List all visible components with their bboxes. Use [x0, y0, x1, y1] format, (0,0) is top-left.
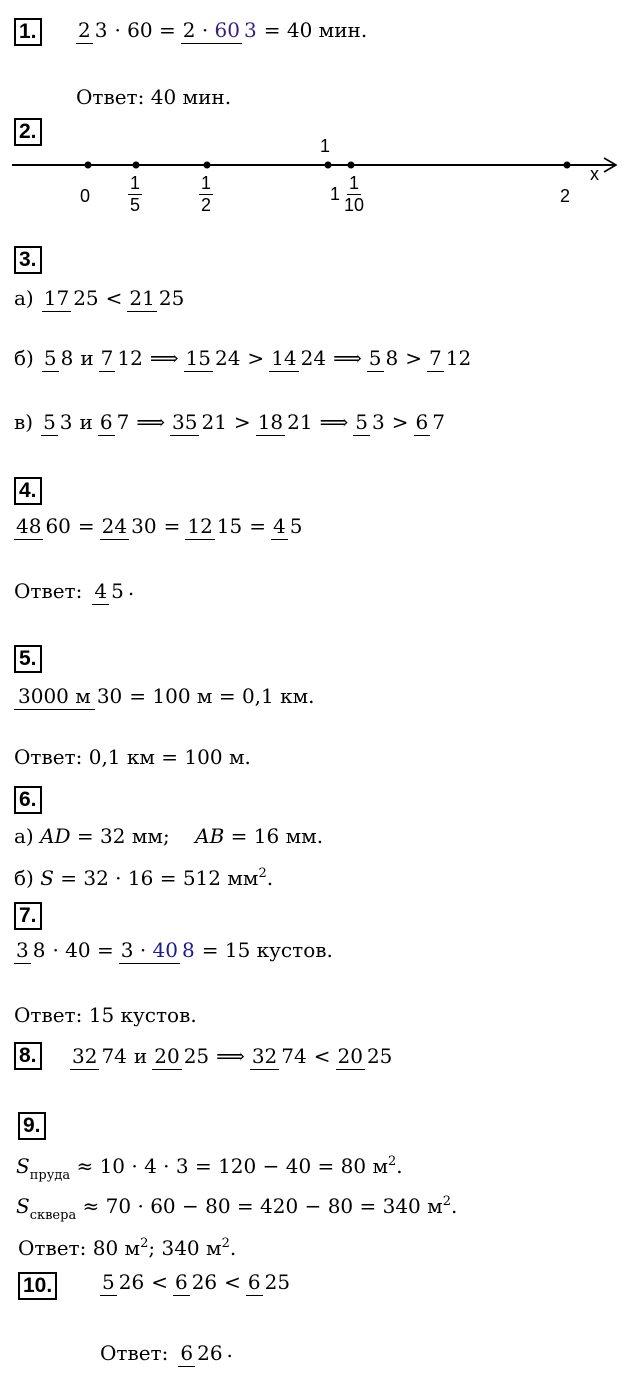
multiply-text: · 60 =	[114, 18, 176, 42]
number-line-label-above: 1	[320, 136, 331, 156]
problem-7-equation: 3 8 · 40 = 3 · 40 8 = 15 кустов.	[16, 937, 333, 962]
number-line-axis-label: x	[590, 164, 599, 184]
fraction: 2 3	[78, 17, 108, 42]
problem-9-line-2: $S_{сквера} \approx 70 \cdot 60 - 80 = 420 - 80 = 340$ $м^2$.	[16, 1194, 458, 1223]
problem-1-answer: Ответ: 40 мин.	[76, 85, 232, 109]
problem-4-answer: Ответ: 4 5 .	[14, 576, 135, 603]
number-line-point	[325, 162, 332, 169]
number-line-point	[133, 162, 140, 169]
tick-label-2: 2	[560, 186, 571, 206]
problem-9-line-1: $S_{пруда} \approx 10 \cdot 4 \cdot 3 = 120 - 40 = 80$ $м^2$.	[16, 1154, 403, 1183]
problem-6-a: а) AD = 32 мм; AB = 16 мм.	[14, 824, 324, 848]
problem-number-1: 1.	[14, 18, 42, 46]
problem-10-inequality: 5 26 < 6 26 < 6 25	[102, 1269, 291, 1294]
problem-8-equation: 32 74 и 20 25 ⟹ 32 74 < 20 25	[72, 1043, 393, 1068]
problem-number-7: 7.	[14, 902, 42, 930]
problem-3-b: б) 5 8 и 7 12 ⟹ 15 24 > 14 24 ⟹ 5 8 > 7 12	[14, 345, 472, 370]
fraction: 2 · 60 3	[182, 17, 257, 42]
tick-label-1-5: $\frac{1}{5}$	[130, 173, 141, 215]
tick-label-1-1-10: 1 $\frac{1}{10}$	[330, 173, 365, 215]
number-line-point	[564, 162, 571, 169]
number-line-point	[348, 162, 355, 169]
tick-label-1-2: $\frac{1}{2}$	[201, 173, 212, 215]
problem-10-answer: Ответ: 6 26 .	[100, 1338, 233, 1365]
problem-number-5: 5.	[14, 645, 42, 673]
problem-3-c: в) 5 3 и 6 7 ⟹ 35 21 > 18 21 ⟹ 5 3 > 6 7	[14, 409, 445, 434]
problem-1-equation	[74, 18, 370, 42]
problem-number-8: 8.	[14, 1042, 42, 1070]
problem-number-3: 3.	[14, 246, 42, 274]
problem-number-2: 2.	[14, 118, 42, 146]
problem-6-b: б) S = 32 · 16 = 512 $мм^2$.	[14, 866, 274, 890]
problem-5-answer: Ответ: 0,1 км = 100 м.	[14, 745, 251, 769]
problem-7-answer: Ответ: 15 кустов.	[14, 1003, 197, 1027]
result-text: = 40 мин.	[263, 18, 368, 42]
number-line-point	[204, 162, 211, 169]
tick-label-0: 0	[80, 186, 91, 206]
problem-5-equation: 3000 м 30 = 100 м = 0,1 км.	[12, 684, 318, 708]
problem-number-10: 10.	[18, 1272, 57, 1300]
problem-3-a: а) 17 25 < 21 25	[14, 285, 185, 310]
number-line	[0, 140, 627, 230]
problem-9-answer: Ответ: 80 $м^2$; 340 $м^2$.	[18, 1236, 237, 1260]
number-line-point	[85, 162, 92, 169]
problem-number-6: 6.	[14, 786, 42, 814]
problem-4-equation: 48 60 = 24 30 = 12 15 = 4 5	[16, 513, 303, 538]
problem-number-4: 4.	[14, 477, 42, 505]
problem-number-9: 9.	[18, 1112, 46, 1140]
